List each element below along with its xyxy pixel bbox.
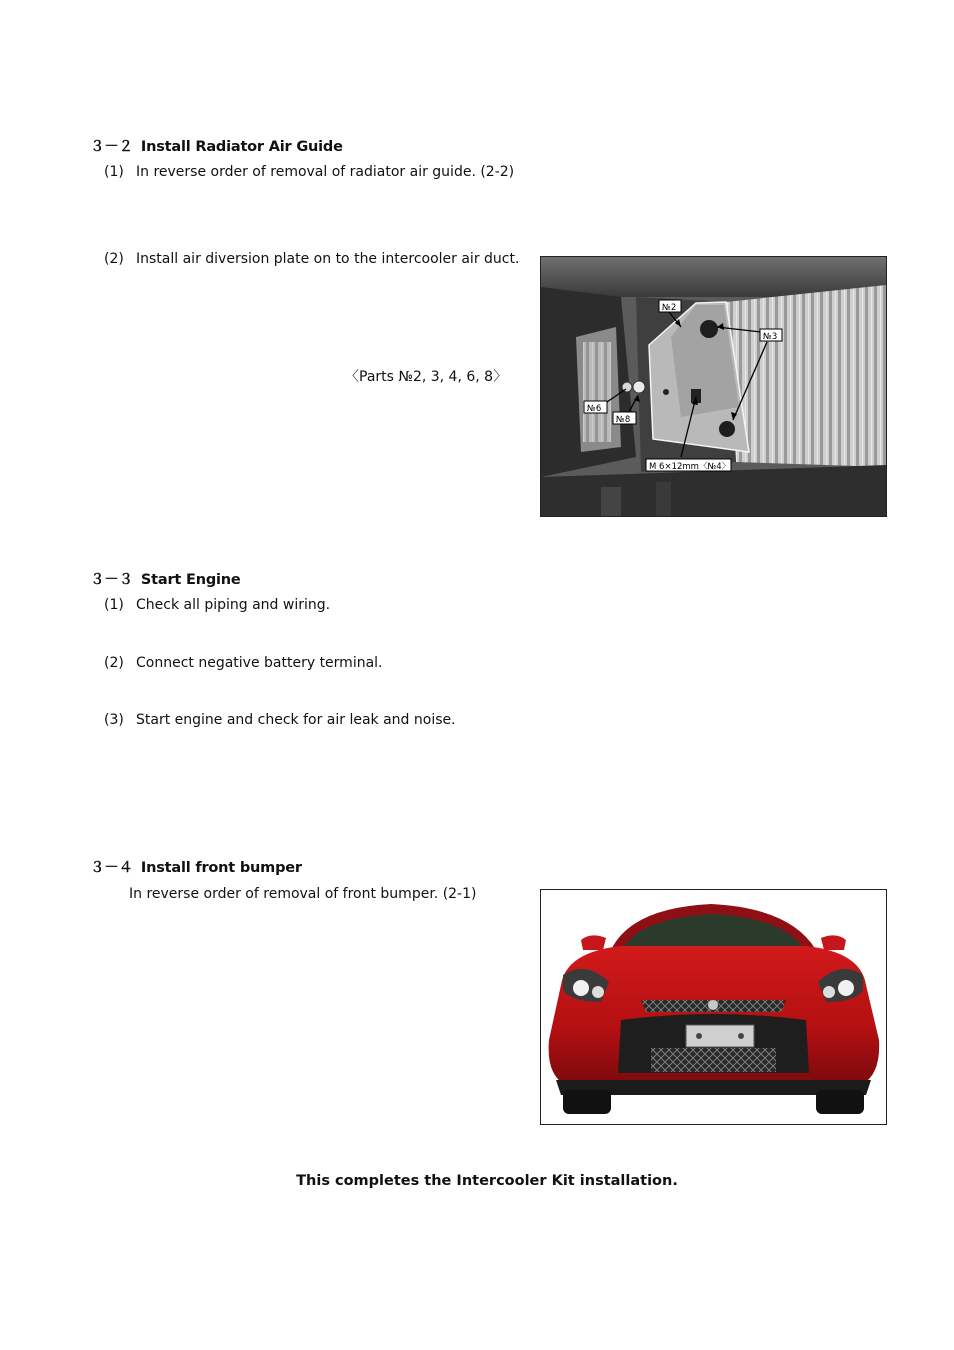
section-number: ３－３ [90, 572, 133, 588]
step-3-2-2 [104, 251, 519, 267]
section-number: ３－４ [90, 860, 133, 876]
car-front-illustration [541, 890, 886, 1124]
section-3-2-heading [90, 135, 343, 156]
step-3-3-1 [104, 597, 330, 613]
svg-text:№8: №8 [616, 415, 631, 425]
step-text: Start engine and check for air leak and noise. [136, 712, 456, 728]
parts-note: 〈Parts №2, 3, 4, 6, 8〉 [345, 369, 508, 385]
section-title: Start Engine [140, 572, 241, 588]
intercooler-photo [540, 256, 887, 517]
step-3-3-3 [104, 712, 456, 728]
svg-text:№6: №6 [587, 404, 602, 414]
section-3-3-heading [90, 568, 241, 589]
step-index: (3) [104, 712, 124, 728]
step-index: (2) [104, 655, 124, 671]
section-number: ３－２ [90, 139, 133, 155]
callout-m6-bolt [646, 459, 731, 472]
callout-no2 [659, 300, 681, 313]
svg-text:№2: №2 [662, 303, 677, 313]
svg-text:M 6×12mm〈№4〉: M 6×12mm〈№4〉 [649, 462, 731, 472]
step-3-3-2 [104, 655, 383, 671]
callout-no6 [584, 401, 607, 414]
step-text: Check all piping and wiring. [136, 597, 331, 613]
section-3-4-heading [90, 856, 302, 877]
step-text: Connect negative battery terminal. [136, 655, 383, 671]
step-index: (1) [104, 164, 124, 180]
step-text: In reverse order of removal of radiator air guide. (2-2) [136, 164, 515, 180]
step-index: (2) [104, 251, 124, 267]
svg-text:№3: №3 [763, 332, 778, 342]
car-front-photo [540, 889, 887, 1125]
callout-no3 [760, 329, 782, 342]
step-3-2-1 [104, 164, 514, 180]
step-index: (1) [104, 597, 124, 613]
completion-note: This completes the Intercooler Kit installation. [296, 1173, 678, 1189]
step-text: Install air diversion plate on to the intercooler air duct. [136, 251, 520, 267]
section-title: Install Radiator Air Guide [140, 139, 343, 155]
callout-no8 [613, 412, 636, 425]
intercooler-illustration [541, 257, 886, 516]
step-3-4-text: In reverse order of removal of front bumper. (2-1) [129, 886, 477, 902]
section-title: Install front bumper [140, 860, 302, 876]
